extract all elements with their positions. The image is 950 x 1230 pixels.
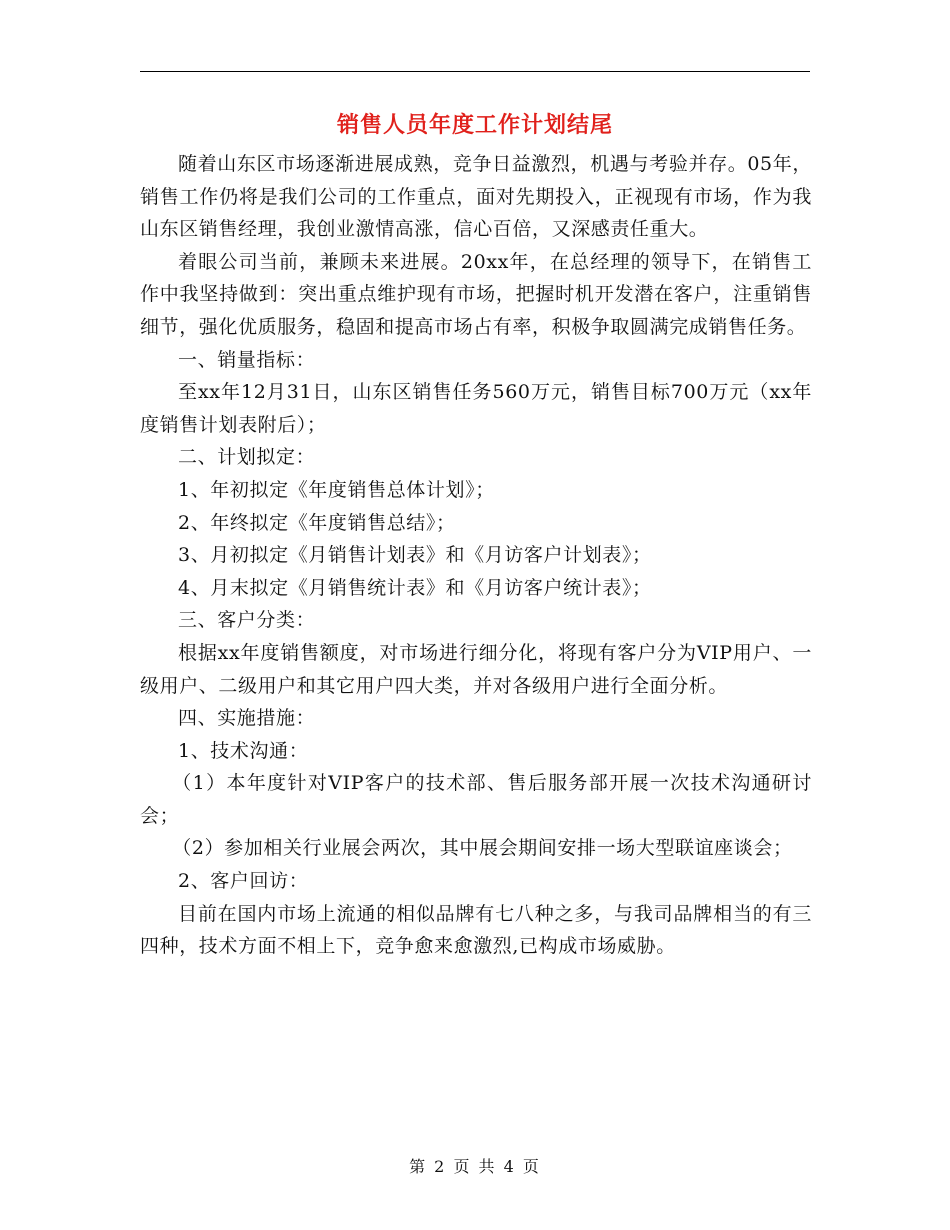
section-heading-measures: 四、实施措施： <box>178 707 316 730</box>
list-item-tech-1: （1）本年度针对VIP客户的技术部、售后服务部开展一次技术沟通研讨会； <box>140 772 812 827</box>
page-number: 第 2 页 共 4 页 <box>409 1157 541 1176</box>
document-body <box>140 148 812 963</box>
section-heading-planning: 二、计划拟定： <box>178 446 316 469</box>
paragraph-sales-targets: 至xx年12月31日，山东区销售任务560万元，销售目标700万元（xx年度销售计划表附后）； <box>140 381 812 436</box>
paragraph-strategy: 着眼公司当前，兼顾未来进展。20xx年，在总经理的领导下，在销售工作中我坚持做到：突出重点维护现有市场，把握时机开发潜在客户，注重销售细节，强化优质服务，稳固和提高市场占有率，积极争取圆满完成销售任务。 <box>140 250 812 338</box>
list-item-plan-3: 3、月初拟定《月销售计划表》和《月访客户计划表》； <box>178 544 652 567</box>
list-item-plan-4: 4、月末拟定《月销售统计表》和《月访客户统计表》； <box>178 576 652 599</box>
section-heading-customer-classification: 三、客户分类： <box>178 609 316 632</box>
list-item-tech-2: （2）参加相关行业展会两次，其中展会期间安排一场大型联谊座谈会； <box>172 837 793 860</box>
document-title: 销售人员年度工作计划结尾 <box>336 112 613 138</box>
header-rule <box>140 71 810 72</box>
list-item-plan-1: 1、年初拟定《年度销售总体计划》； <box>178 478 495 501</box>
subheading-customer-visits: 2、客户回访： <box>178 870 309 893</box>
section-heading-sales-targets: 一、销量指标： <box>178 348 316 371</box>
subheading-tech-communication: 1、技术沟通： <box>178 739 309 762</box>
paragraph-market-competition: 目前在国内市场上流通的相似品牌有七八种之多，与我司品牌相当的有三四种，技术方面不相上下，竞争愈来愈激烈,已构成市场威胁。 <box>140 902 812 958</box>
paragraph-customer-classification: 根据xx年度销售额度，对市场进行细分化，将现有客户分为VIP用户、一级用户、二级用户和其它用户四大类，并对各级用户进行全面分析。 <box>140 641 812 697</box>
paragraph-intro: 随着山东区市场逐渐进展成熟，竞争日益激烈，机遇与考验并存。05年，销售工作仍将是我们公司的工作重点，面对先期投入，正视现有市场，作为我山东区销售经理，我创业激情高涨，信心百倍，又深感责任重大。 <box>140 153 812 241</box>
list-item-plan-2: 2、年终拟定《年度销售总结》； <box>178 511 456 534</box>
